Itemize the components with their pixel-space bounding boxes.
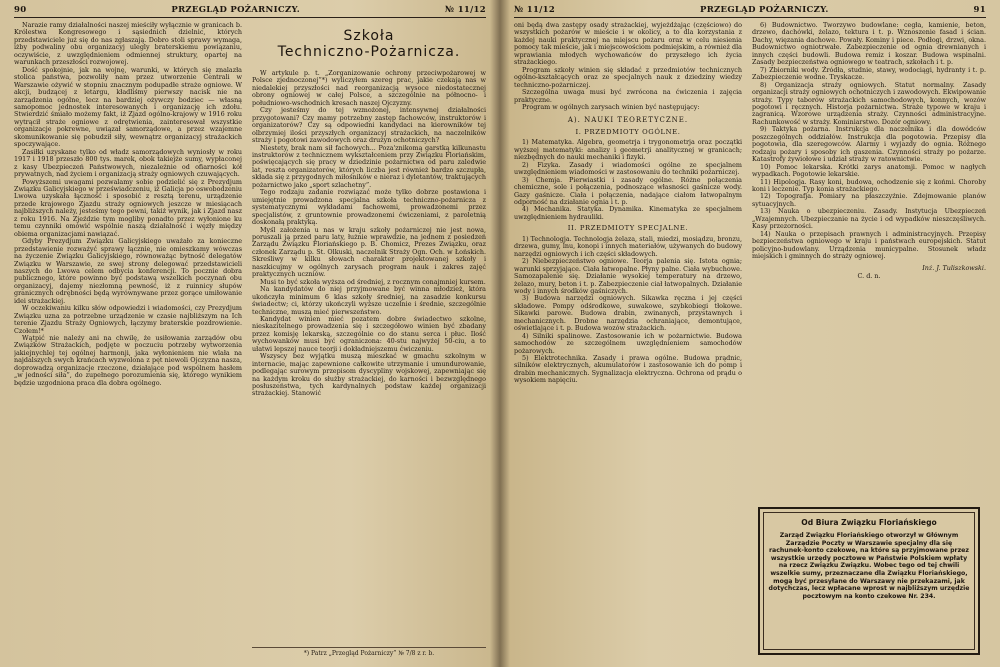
list-item: 10) Pomoc lekarska. Krótki zarys anatomji. Pomoc w nagłych wypadkach. Pogotowie lekarskie. — [752, 162, 986, 179]
paragraph: Wszyscy bez wyjątku muszą mieszkać w gmachu szkolnym w internacie, mając zapewnione całkowite utrzymanie i umundurowanie, podlegając surowym przepisom dyscypliny wojskowej, zapewniając się na każdym kroku do służby strażackiej, do karności i bezwzględnego posłuszeństwa, tych kardynalnych podstaw każdej organizacji strażackiej. Stanowić — [252, 352, 486, 398]
author-signature: Inż. J. Tuliszkowski. — [922, 263, 986, 272]
right-page-header — [514, 4, 986, 18]
list-item: 5) Elektrotechnika. Zasady i prawa ogólne. Budowa prądnic, silników elektrycznych, akumulatorów i zastosowanie ich do pomp i drabin mechanicznych. Sygnalizacja elektryczna. Ochrona od prądu o wysokiem napięciu. — [514, 354, 742, 385]
paragraph: Na kandydatów do niej przyjmowane być winna młodzież, która ukończyła minimum 6 klas szkoły średniej, na zasadzie konkursu świadectw; ci, którzy ukończyli wyższe uczelnie i średnie, szczególnie techniczne, muszą mieć pierwszeństwo. — [252, 285, 486, 316]
paragraph: Gdyby Prezydjum Związku Galicyjskiego uważało za konieczne przedstawienie rozważyć sprawy łącznie, nie omieszkamy wówczas na życzenie Związku Galicyjskiego, równoważąc bytność delegatów Związku w Warszawie, ze swej strony delegować przedstawicieli naszych do Lwowa celem odbycia konferencji. To pocznie dobra publicznego, które powinno być podstawą wszelkich poczynań obu organizacyj, dajemy niezłomną pewność, iż z ruinnicy słupów granicznych odrębności będą wyrównywane przez gorące umiłowanie idei strażackiej. — [14, 237, 242, 305]
notice-title: Od Biura Związku Floriańskiego — [801, 518, 937, 527]
left-column-2 — [252, 22, 486, 659]
subsection-heading: I. PRZEDMIOTY OGÓLNE. — [575, 127, 681, 136]
bureau-notice-box — [758, 507, 980, 655]
list-item: 6) Budownictwo. Tworzywo budowlane: cegła, kamienie, beton, drzewo, dachówki, żelazo, tektura i t. p. Wznoszenie fasad i ścian. Dachy, więzania dachowe. Powały. Kominy i piece. Podłogi, drzwi, okna. Budownictwo ogniotrwałe. Zabezpieczenie od ognia drewnianych i innych części budowli. Budowa remiz i koszar. Budowa wspinalni. Zasady bezpieczeństwa ogniowego w teatrach, szkołach i t. p. — [752, 22, 986, 67]
list-item: 2) Niebezpieczeństwo ogniowe. Teorja palenia się. Istota ognia; warunki sprzyjające. Ciała łatwopalne. Płyny palne. Ciała wybuchowe. Samozapalenie się. Działanie wysokiej temperatury na drzewo, żelazo, mury, beton i t. p. Zabezpieczenie ciał łatwopalnych. Działanie wody i innych środków gaśniczych. — [514, 257, 742, 295]
paragraph: Czy jesteśmy do tej wzmożonej, intensywnej działalności przygotowani? Czy mamy potrzebny zastęp fachowców, instruktorów i organizatorów? Czy są odpowiedni kandydaci na kierowników tej olbrzymiej ilości przyszłych organizacyj strażackich, na naczelników straży i pogotowi zawodowych oraz drużyn ochotniczych? — [252, 106, 486, 145]
paragraph: Tego rodzaju zadanie rozwiązać może tylko dobrze postawiona i umiejętnie prowadzona specjalna szkoła techniczno-pożarnicza z systematycznymi wykładami fachowemi, prowadzonemi przez specjalistów, z gruntownie prowadzonemi ćwiczeniami, z paroletnią doskonałą praktyką. — [252, 188, 486, 227]
list-item: 3) Chemja. Pierwiastki i zasady ogólne. Różne połączenia chemiczne, sole i połączenia, podnoszące własności gaśnicze wody. Gazy gaśnicze. Ciała i połączenia, nadające ciałom łatwopalnym odporność na działanie ognia i t. p. — [514, 175, 742, 206]
list-item: 1) Technologja. Technologja żelaza, stali, miedzi, mosiądzu, bronzu, drzewa, gumy, lnu, konopi i innych materiałów, używanych do budowy narzędzi ogniowych i ich części składowych. — [514, 234, 742, 258]
list-item: 13) Nauka o ubezpieczeniu. Zasady. Instytucja Ubezpieczeń „Wzajemnych. Ubezpieczanie na życie i od wypadków nieszczęśliwych. Kasy przezorności. — [752, 207, 986, 231]
footnote: *) Patrz „Przegląd Pożarniczy” № 7/8 z r. b. — [252, 647, 486, 657]
section-heading: A). NAUKI TEORETYCZNE. — [567, 116, 689, 125]
list-item: 12) Topografja. Pomiary na płaszczyźnie. Zdejmowanie planów sytuacyjnych. — [752, 192, 986, 208]
page-number: 90 — [14, 5, 27, 15]
running-title: PRZEGLĄD POŻARNICZY. — [171, 5, 300, 15]
left-column-1 — [14, 22, 242, 659]
paragraph: Dość spokojnie, jak na wojnę, warunki, w których się znalazła stolica państwa, pozwoliły nam przez utworzenie Centrali w Warszawie ożywić w stopniu znacznym podupadłe straże ogniowe. W akcji, budzącej z letargu, kładliśmy pierwszy nacisk nie na zarządzenia ogólne, lecz na bardziej ożywczy bodziec — własną samopomoc jednostek interesowanych i organizację ich zdołu. Stwierdzić śmiało możemy fakt, iż Zjazd ogólno-krajowy w 1916 roku wytrącił straże ogniowe z odrętwienia, zainteresował wszystkie organizacje pokrewne, uwiązał samorządowe, a przez wzajemne skomunikowanie się pobudził siły, wewnątrz organizacyj strażackich spoczywające. — [14, 65, 242, 149]
list-item: 4) Silniki spalinowe. Zastosowanie ich w pożarnictwie. Budowa samochodów ze szczególnem uwzględnieniem samochodów pożarowych. — [514, 331, 742, 355]
book-gutter — [490, 0, 510, 667]
paragraph: Niestety, brak nam sił fachowych... Poza'znikomą garstką kilkunastu instruktorów z technicznem wykształceniem przy Związku Floriańskim, poświęcających się pracy w dziedzinie pożarnictwa od paru zaledwie lat, reszta organizatorów, których liczba jest również bardzo szczupła, składa się z przygodnych miłośników e nieraz i dyletantów, traktujących pożarnictwo jako „sport szlachetny”. — [252, 143, 486, 189]
running-title: PRZEGLĄD POŻARNICZY. — [700, 5, 829, 15]
list-item: 1) Matematyka. Algebra, geometrja i trygonometrja oraz początki wyższej matematyki: analizy i geometrji analitycznej w granicach; niezbędnych do nauki mechaniki i fizyki. — [514, 138, 742, 162]
paragraph: Program w ogólnych zarysach winien być następujący: — [522, 102, 700, 111]
article-title — [252, 28, 486, 60]
list-item: 8) Organizacja straży ogniowych. Statut normalny. Zasady organizacji straży ogniowych ochotniczych i zawodowych. Ekwipowanie straży. Typy taborów strażackich samochodowych, konnych, wozów pogotowi i ręcznych. Historja pożarnictwa. Straże typowe w kraju i zagranicą. Wzorowe urządzenia straży. Czynności administracyjne. Rachunkowość w straży. Kominiarstwo. Dozór ogniowy. — [752, 80, 986, 126]
paragraph: Musi to być szkoła wyższa od średniej, z rocznym conajmniej kursem. — [260, 277, 486, 286]
paragraph: W oczekiwaniu kilku słów odpowiedzi i wiadomości, czy Prezydjum Związku uzna za potrzebne urządzenie w czasie najbliższym na Ich terenie Zjazdu Straży Ogniowych, łączymy braterskie pozdrowienie. Czołem!* — [14, 304, 242, 335]
list-item: 4) Mechanika. Statyka. Dynamika. Kinematyka ze specjalnem uwzględnieniem hydrauliki. — [514, 205, 742, 221]
paragraph: Wątpić nie należy ani na chwilę, że usiłowania zarządów obu Związków Strażackich, podjęte w poczuciu potrzeby wytworzenia jakiejnychlej tej ogólnej harmonji, jaka wyłonieniem nie wlała na najdalszych swych krańcach wyzwolona z pęt niewoli Ojczyzna nasza, doprowadzą organizacje rzeczone, działające pod wspólnem hasłem „w jedności siła”, do zupełnego porozumienia się, którego wynikiem będzie uzgodniona praca dla dobra ogólnego. — [14, 334, 242, 387]
paragraph: Narazie ramy działalności naszej mieściły wyłącznie w granicach b. Królestwa Kongresowego i sąsiednich dzielnic, których przedstawiciele już się do nas zgłaszają. Dobro stoli sprawy wymaga, iżby podwaliny obu organizacyj ulegly braterskiemu powiązaniu, oczywiście, z uwzględnieniem odmiennej struktury, opartej na warunkach przeszłości rozwojowej. — [14, 22, 242, 67]
paragraph: oni będą dwa zastępy osady strażackiej, wyjeżdżając (częściowo) do wszystkich pożarów w mieście i w okolicy, a to dla korzystania z każdej nauki praktycznej na miejscu pożaru oraz w celu niesienia pomocy tak mieście, jak i miejscowościom podmiejskim, a również dla wprawiania młodych wychowańców do przyszłego ich życia strażackiego. — [514, 22, 742, 67]
article-title-line1: Szkoła — [343, 28, 395, 44]
paragraph: Myśl założenia u nas w kraju szkoły pożarniczej nie jest nowa, poruszali ją przed paru laty, łużnie wprawdzie, na jednem z posiedzeń Zarządu Związku Floriańskiego p. B. Chomicz, Prezes Związku, oraz członek Zarządu p. St. Olkuski, naczelnik Straży Ogn. Och. w Łońskich. Skreśliwy w kilku słowach charakter projektowanej szkoły i naszkicujmy w ogólnych zarysach program nauk i zakres zajęć praktycznych uczniów. — [252, 225, 486, 279]
paragraph: Kandydat winien mieć pozatem dobre świadectwo szkolne, nieskazitelnego prowadzenia się i szczegółowo winien być zbadany przez komisję lekarską, szczególnie co do stanu serca i płuc. Ilość wychowanków musi być ograniczona: 40-stu najwyżej 50-ciu, a to ułatwi lepszej nauce teorji i dokładniejszemu ćwiczeniu. — [252, 314, 486, 353]
list-item: 3) Budowa narzędzi ogniowych. Sikawka ręczna i jej części składowe. Pompy odśrodkowe, suwakowe, szybkobiegi tłokowe. Sikawki parowe. Budowa drabin, zwinanych, przystawnych i mechanicznych. Drobne narzędzia ochraniające, demontujące, oświetlające i t. p. Budowa wozów strażackich. — [514, 294, 742, 333]
left-page-header — [14, 4, 486, 18]
right-column-1 — [514, 22, 742, 659]
right-column-2 — [752, 22, 986, 501]
paragraph: W artykule p. t. „Zorganizowanie ochrony przeciwpożarowej w Polsce zjednoczonej”*) wyliczyłem szereg prac, jakie czekają nas w niedalekiej przyszłości nad reorganizacją wysoce niedostatecznej obrony ogniowej w całej Polsce, a szczególnie na północno- i południowo-wschodnich kresach naszej Ojczyzny. — [252, 69, 486, 107]
page-number: 91 — [973, 5, 986, 15]
issue-number: № 11/12 — [444, 5, 486, 15]
notice-body: Zarząd Związku Floriańskiego otworzył w Głównym Zarządzie Poczty w Warszawie specjalny dla się rachunek-konto czekowe, na które są przyjmowane przez wszystkie urzędy pocztowe w Państwie Polskiem wpłaty na rzecz Związku Związku. Wobec tego od tej chwili wszelkie sumy, przeznaczane dla Związku Floriańskiego, mogą być przesyłane do Warszawy nie przekazami, jak dotychczas, lecz wpłacane wprost w najbliższym urzędzie pocztowym na konto czekowe Nr. 234. — [768, 532, 970, 600]
subsection-heading: II. PRZEDMIOTY SPECJALNE. — [567, 224, 689, 233]
paragraph: Zasiłki uzyskane tylko od władz samorządowych wyniosły w roku 1917 i 1918 przeszło 800 tys. marek, obok takiejże sumy, wypłaconej z kasy Ubezpieczeń Państwowych, niezależnie od ofiarności kół prywatnych, nad życiem i organizacją straży ogniowych czuwających. — [14, 147, 242, 179]
issue-number: № 11/12 — [514, 5, 556, 15]
list-item: 9) Taktyka pożarna. Instrukcja dla naczelnika i dla dowódców poszczególnych oddziałów. Instrukcja dla pogotowia. Przepisy dla pogotowia, dla szeregowców. Alarmy i wyjazdy do ognia. Różnego rodzaju pożary i sposoby ich gaszenia. Czynności straży po pożarze. Katastrofy żywiołowe i udział straży w ratownictwie. — [752, 125, 986, 164]
paragraph: Szczególna uwaga musi być zwrócona na ćwiczenia i zajęcia praktyczne. — [514, 88, 742, 104]
list-item: 7) Zbiorniki wody. Źródła, studnie, stawy, wodociągi, hydranty i t. p. Zabezpieczenie wodne. Tryskacze. — [752, 65, 986, 82]
paragraph: Powyższemi uwagami pozwalamy sobie podzielić się z Prezydjum Związku Galicyjskiego w przeświadczeniu, iż Galicja po oswobodzeniu Lwowa uzyskała łączność i sposobić z resztą terenu, urządzenie przede krajowego Zjazdu straży ogniowych jeszcze w miesiącach najbliższych należy, jesteśmy tego pewni, takiż wynik, jak i Zjazd nasz z roku 1916. Na Zjeździe tym mogliby ponadto przez wyłonione ku temu czynniki omówić wspólnie naszą działalność i węzły między obiema organizacjami nawiązać. — [14, 177, 242, 238]
paragraph: Program szkoły winien się składać z przedmiotów technicznych ogólno-kształcących oraz ze specjalnych nauk z dziedziny wiedzy techniczno-pożarniczej. — [514, 65, 742, 89]
list-item: 11) Hipologja. Rasy koni, budowa, ochodzenie się z końmi. Choroby koni i leczenie. Typ konia strażackiego. — [752, 177, 986, 193]
right-page — [500, 0, 1000, 667]
article-title-line2: Techniczno-Pożarnicza. — [277, 44, 461, 60]
list-item: 2) Fizyka. Zasady i wiadomości ogólne ze specjalnem uwzględnieniem wiadomości w zastosowaniu do techniki pożarniczej. — [514, 160, 742, 177]
continued-note: C. d. n. — [857, 271, 881, 280]
list-item: 14) Nauka o przepisach prawnych i administracyjnych. Przepisy bezpieczeństwa ogniowego w kraju i państwach europejskich. Statut policyjno-budowlany. Urządzenia municypalne. Stosunek władz miejskich i gminnych do straży ogniowej. — [752, 229, 986, 261]
